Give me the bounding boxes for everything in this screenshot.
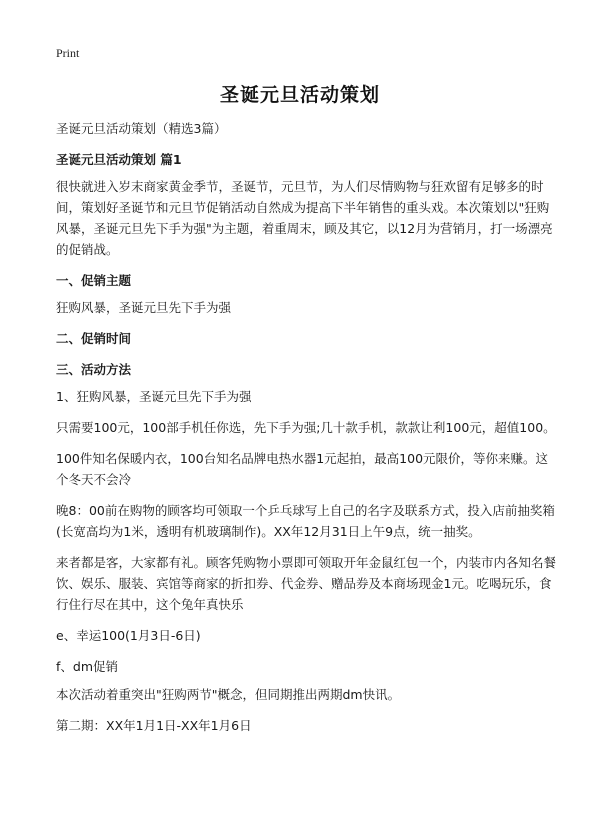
paragraph-dm-concept: 本次活动着重突出"狂购两节"概念，但同期推出两期dm快讯。 <box>56 687 401 702</box>
intro-paragraph: 很快就进入岁末商家黄金季节，圣诞节，元旦节，为人们尽情购物与狂欢留有足够多的时间，策划好圣诞节和元旦节促销活动自然成为提高下半年销售的重头戏。本次策划以"狂购风暴，圣诞元旦先下手为强"为主题，着重周末，顾及其它，以12月为营销月，打一场漂亮的促销战。 <box>56 179 553 257</box>
paragraph-underwear: 100件知名保暖内衣，100台知名品牌电热水器1元起拍，最高100元限价，等你来赚。这个冬天不会冷 <box>56 451 549 487</box>
section-title: 圣诞元旦活动策划 篇1 <box>56 152 182 167</box>
paragraph-dm-promo: f、dm促销 <box>56 659 119 674</box>
paragraph-lottery: 晚8：00前在购物的顾客均可领取一个乒乓球写上自己的名字及联系方式，投入店前抽奖箱(长宽高均为1米，透明有机玻璃制作)。XX年12月31日上午9点，统一抽奖。 <box>56 503 555 539</box>
activity-item-1: 1、狂购风暴，圣诞元旦先下手为强 <box>56 389 252 404</box>
heading-promo-theme: 一、促销主题 <box>56 273 132 288</box>
heading-activity-method: 三、活动方法 <box>56 362 132 377</box>
paragraph-gift: 来者都是客，大家都有礼。顾客凭购物小票即可领取开年金鼠红包一个，内装市内各知名餐饮、娱乐、服装、宾馆等商家的折扣券、代金券、赠品券及本商场现金1元。吃喝玩乐，食行住行尽在其中，这个兔年真快乐 <box>56 555 557 612</box>
document-body <box>56 118 556 746</box>
heading-promo-time: 二、促销时间 <box>56 331 132 346</box>
paragraph-phase-two: 第二期：XX年1月1日-XX年1月6日 <box>56 718 252 733</box>
promo-theme-text: 狂购风暴，圣诞元旦先下手为强 <box>56 300 232 315</box>
document-title: 圣诞元旦活动策划 <box>219 84 380 106</box>
paragraph-phones: 只需要100元，100部手机任你选，先下手为强;几十款手机，款款让利100元，超值100。 <box>56 420 556 435</box>
print-label: Print <box>56 46 80 60</box>
paragraph-lucky-100: e、幸运100(1月3日-6日) <box>56 628 201 643</box>
document-subtitle: 圣诞元旦活动策划（精选3篇） <box>56 121 227 136</box>
